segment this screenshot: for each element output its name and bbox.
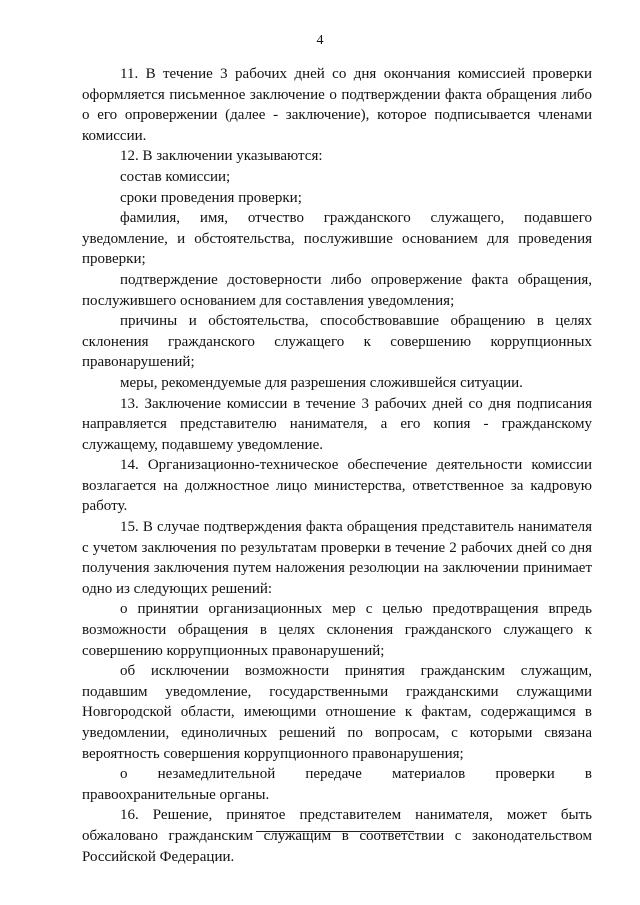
decision-option-transfer: о незамедлительной передаче материалов проверки в правоохранительные органы.: [82, 766, 592, 803]
paragraph-13: 13. Заключение комиссии в течение 3 рабочих дней со дня подписания направляется представителю нанимателя, а его копия - гражданскому служащему, подавшему уведомление.: [82, 395, 592, 453]
paragraph-16: 16. Решение, принятое представителем нанимателя, может быть обжаловано гражданским служащим в соответствии с законодательством Российской Федерации.: [82, 807, 592, 865]
list-item-reasons: причины и обстоятельства, способствовавшие обращению в целях склонения гражданского служащего к совершению коррупционных правонарушений;: [82, 313, 592, 371]
decision-option-organizational: о принятии организационных мер с целью предотвращения впредь возможности обращения в целях склонения гражданского служащего к совершению коррупционных правонарушений;: [82, 601, 592, 659]
list-item-measures: меры, рекомендуемые для разрешения сложившейся ситуации.: [120, 374, 523, 391]
decision-option-exclusion: об исключении возможности принятия гражданским служащим, подавшим уведомление, государственными гражданскими служащими Новгородской области, имеющими отношение к фактам, содержащимся в уведомлении, единоличных решений по вопросам, с которыми связана вероятность совершения коррупционного правонарушения;: [82, 663, 592, 762]
paragraph-12-heading: 12. В заключении указываются:: [120, 148, 323, 165]
document-body: [82, 64, 592, 867]
list-item-confirmation: подтверждение достоверности либо опровержение факта обращения, послужившего основанием для составления уведомления;: [82, 271, 592, 309]
paragraph-14: 14. Организационно-техническое обеспечение деятельности комиссии возлагается на должностное лицо министерства, ответственное за кадровую работу.: [82, 457, 592, 515]
list-item-servant-name: фамилия, имя, отчество гражданского служащего, подавшего уведомление, и обстоятельства, послужившие основанием для проведения проверки;: [82, 210, 592, 268]
list-item-commission-composition: состав комиссии;: [120, 168, 231, 185]
paragraph-15: 15. В случае подтверждения факта обращения представитель нанимателя с учетом заключения по результатам проверки в течение 2 рабочих дней со дня получения заключения путем наложения резолюции на заключении принимает одно из следующих решений:: [82, 519, 592, 597]
list-item-check-dates: сроки проведения проверки;: [120, 189, 302, 206]
paragraph-11: 11. В течение 3 рабочих дней со дня окончания комиссией проверки оформляется письменное заключение о подтверждении факта обращения либо о его опровержении (далее - заключение), которое подписывается членами комиссии.: [82, 66, 592, 144]
closing-rule-divider: [256, 831, 414, 832]
page-number: 4: [316, 33, 324, 48]
